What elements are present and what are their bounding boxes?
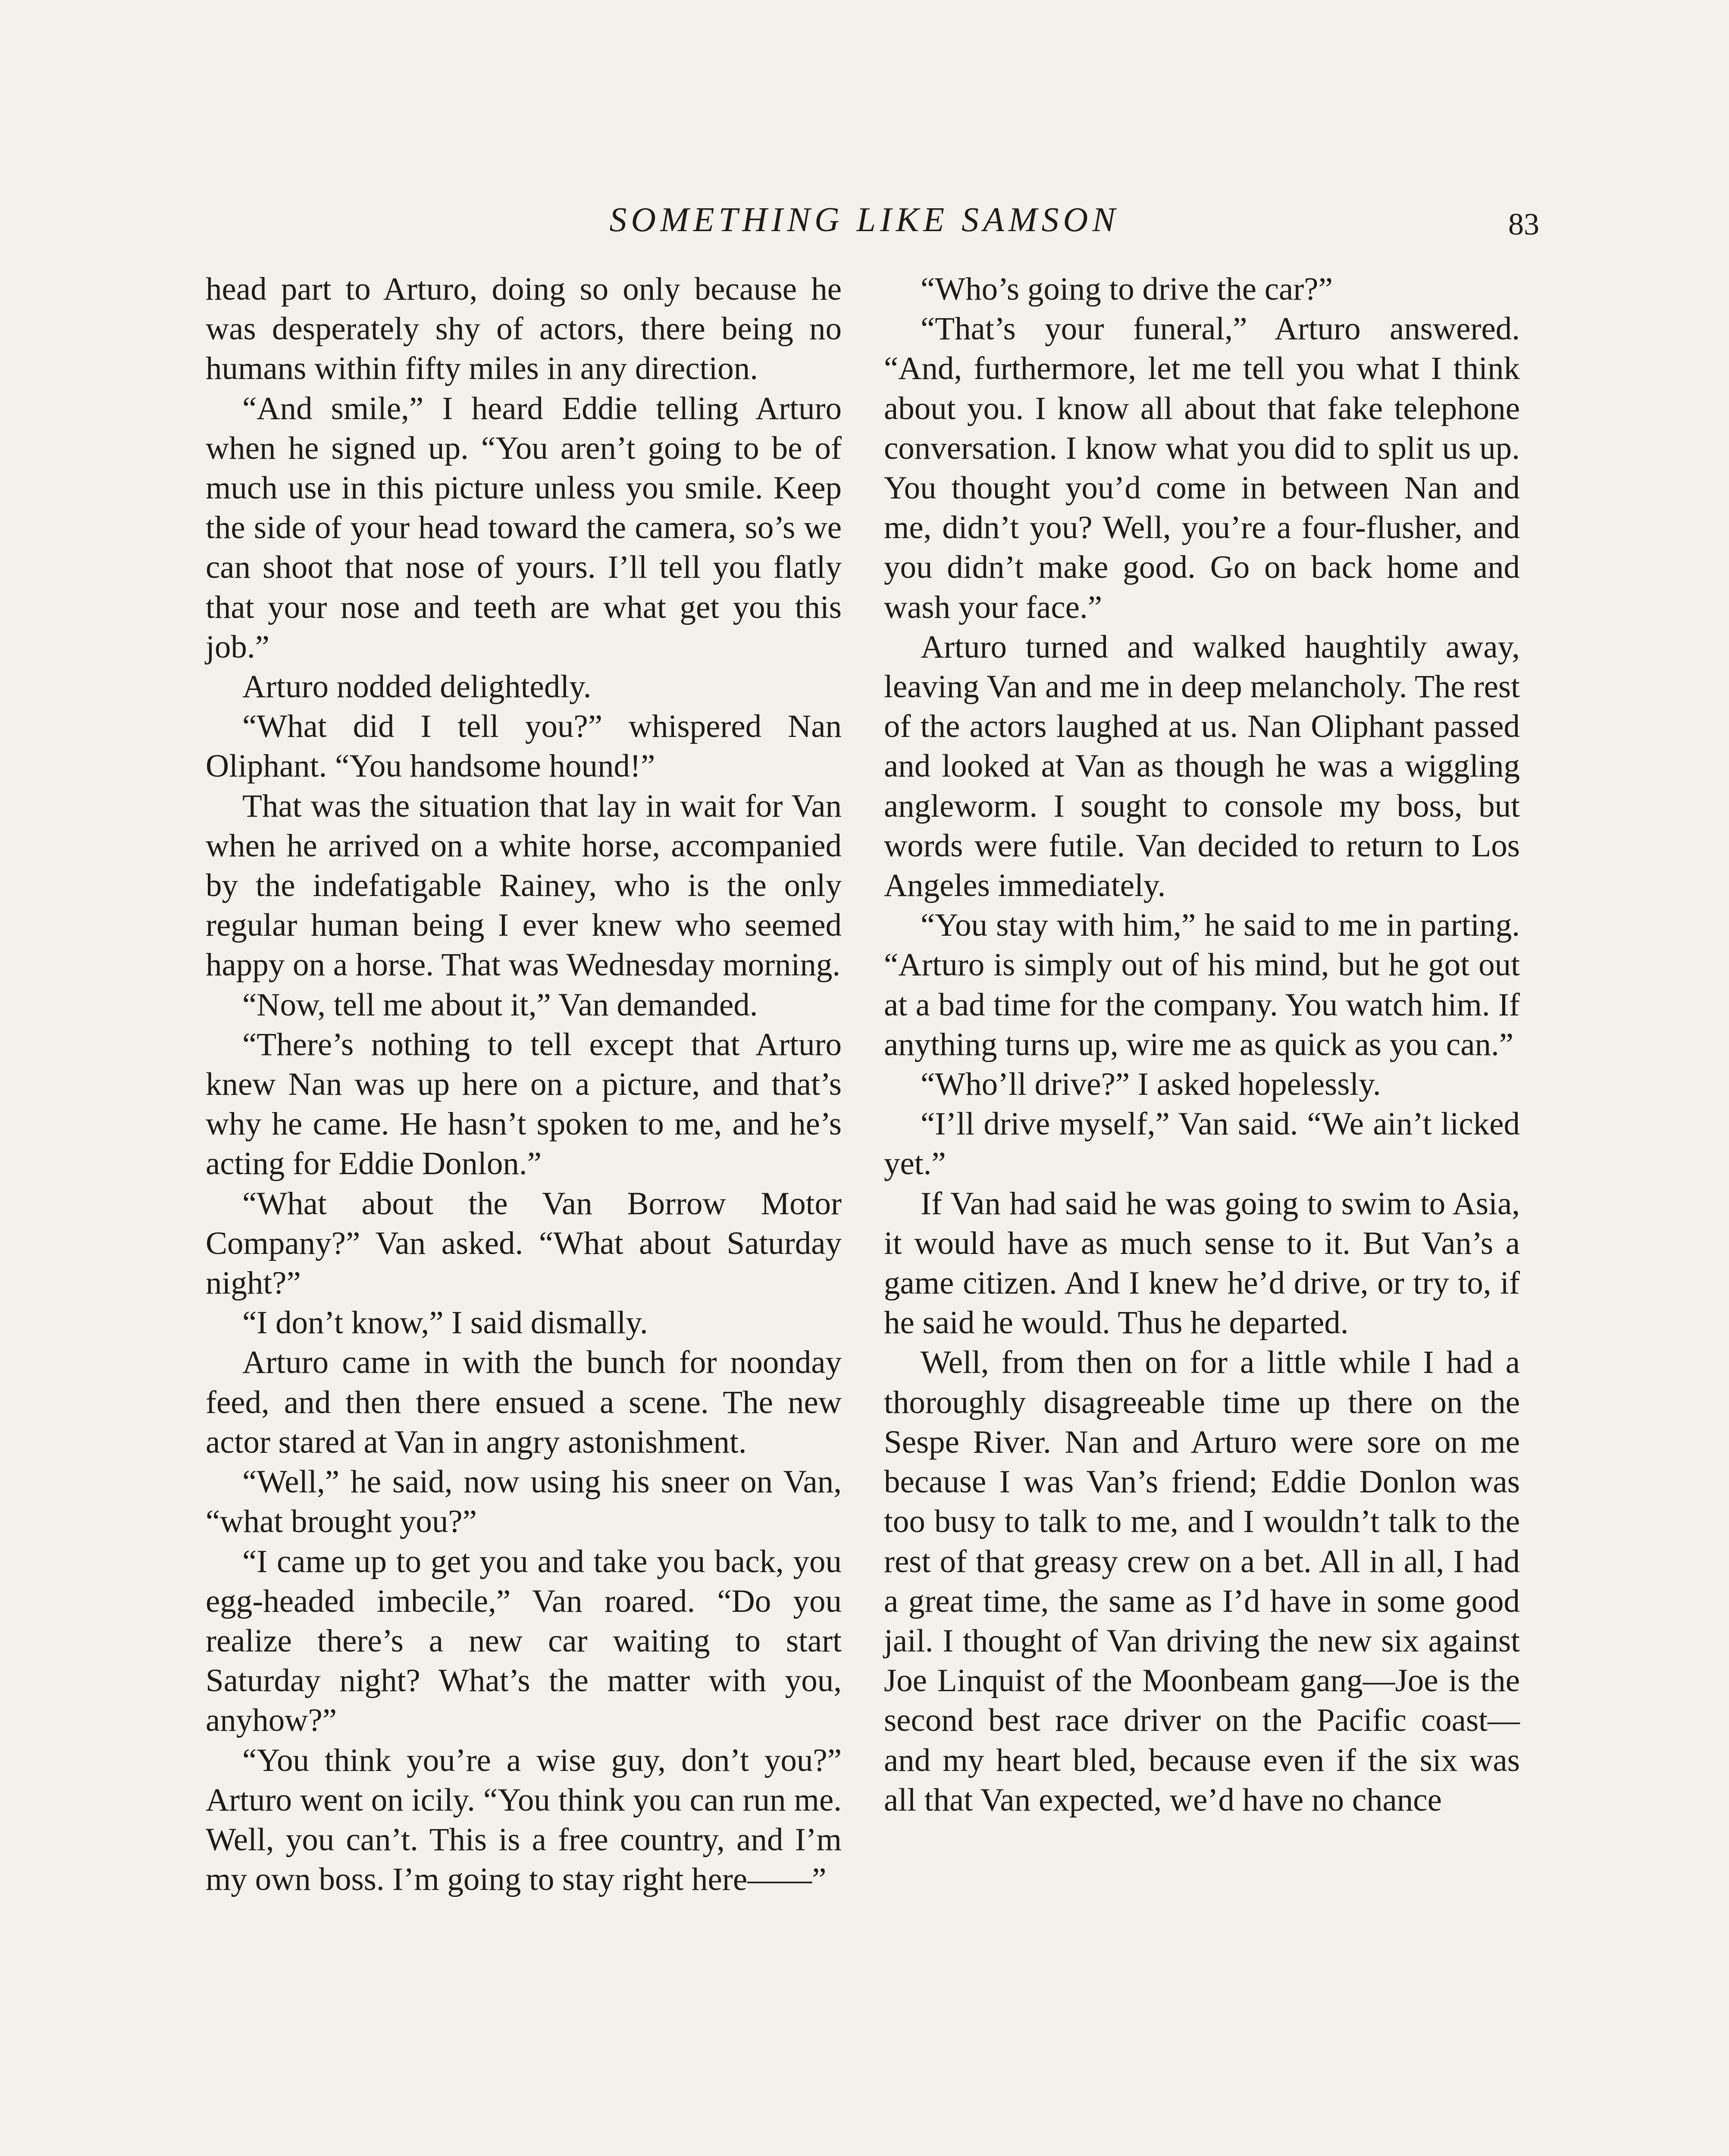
- paragraph: “Now, tell me about it,” Van demanded.: [242, 987, 758, 1023]
- paragraph: “You stay with him,” he said to me in parting. “Arturo is simply out of his mind, but he got out at a bad time for the company. You watch him. If anything turns up, wire me as quick as you can.”: [884, 907, 1520, 1062]
- text-column-left: [206, 270, 842, 1899]
- paragraph: Arturo nodded delightedly.: [242, 669, 592, 705]
- paragraph: “I’ll drive myself,” Van said. “We ain’t licked yet.”: [884, 1106, 1520, 1182]
- paragraph: “I don’t know,” I said dismally.: [242, 1305, 648, 1341]
- paragraph: head part to Arturo, doing so only because he was desperately shy of actors, there being no humans within fifty miles in any direction.: [206, 271, 842, 387]
- paragraph: Arturo turned and walked haughtily away, leaving Van and me in deep melancholy. The rest of the actors laughed at us. Nan Oliphant passed and looked at Van as though he was a wiggling angleworm. I sought to console my boss, but words were futile. Van decided to return to Los Angeles immediately.: [884, 629, 1520, 904]
- paragraph: “You think you’re a wise guy, don’t you?” Arturo went on icily. “You think you can run me. Well, you can’t. This is a free country, and I’m my own boss. I’m going to stay right here——”: [206, 1742, 842, 1898]
- paragraph: Well, from then on for a little while I had a thoroughly disagreeable time up there on the Sespe River. Nan and Arturo were sore on me because I was Van’s friend; Eddie Donlon was too busy to talk to me, and I wouldn’t talk to the rest of that greasy crew on a bet. All in all, I had a great time, the same as I’d have in some good jail. I thought of Van driving the new six against Joe Linquist of the Moonbeam gang—Joe is the second best race driver on the Pacific coast—and my heart bled, because even if the six was all that Van expected, we’d have no chance: [884, 1344, 1520, 1818]
- paragraph: “I came up to get you and take you back, you egg-headed imbecile,” Van roared. “Do you realize there’s a new car waiting to start Saturday night? What’s the matter with you, anyhow?”: [206, 1543, 842, 1739]
- paragraph: Arturo came in with the bunch for noonday feed, and then there ensued a scene. The new actor stared at Van in angry astonishment.: [206, 1344, 842, 1460]
- paragraph: “Well,” he said, now using his sneer on Van, “what brought you?”: [206, 1464, 842, 1540]
- paragraph: If Van had said he was going to swim to Asia, it would have as much sense to it. But Van’s a game citizen. And I knew he’d drive, or try to, if he said he would. Thus he departed.: [884, 1185, 1520, 1341]
- text-column-right: [884, 270, 1520, 1820]
- page-number: 83: [1508, 207, 1539, 241]
- running-title: SOMETHING LIKE SAMSON: [609, 201, 1120, 239]
- paragraph: “That’s your funeral,” Arturo answered. “And, furthermore, let me tell you what I think about you. I know all about that fake telephone conversation. I know what you did to split us up. You thought you’d come in between Nan and me, didn’t you? Well, you’re a four-flusher, and you didn’t make good. Go on back home and wash your face.”: [884, 311, 1520, 625]
- paragraph: That was the situation that lay in wait for Van when he arrived on a white horse, accompanied by the indefatigable Rainey, who is the only regular human being I ever knew who seemed happy on a horse. That was Wednesday morning.: [206, 788, 842, 983]
- paragraph: “Who’ll drive?” I asked hopelessly.: [921, 1066, 1381, 1103]
- paragraph: “And smile,” I heard Eddie telling Arturo when he signed up. “You aren’t going to be of much use in this picture unless you smile. Keep the side of your head toward the camera, so’s we can shoot that nose of yours. I’ll tell you flatly that your nose and teeth are what get you this job.”: [206, 390, 842, 665]
- paragraph: “What did I tell you?” whispered Nan Oliphant. “You handsome hound!”: [206, 708, 842, 784]
- paragraph: “What about the Van Borrow Motor Company?” Van asked. “What about Saturday night?”: [206, 1185, 842, 1301]
- paragraph: “There’s nothing to tell except that Arturo knew Nan was up here on a picture, and that’s why he came. He hasn’t spoken to me, and he’s acting for Eddie Donlon.”: [206, 1026, 842, 1182]
- paragraph: “Who’s going to drive the car?”: [921, 271, 1333, 307]
